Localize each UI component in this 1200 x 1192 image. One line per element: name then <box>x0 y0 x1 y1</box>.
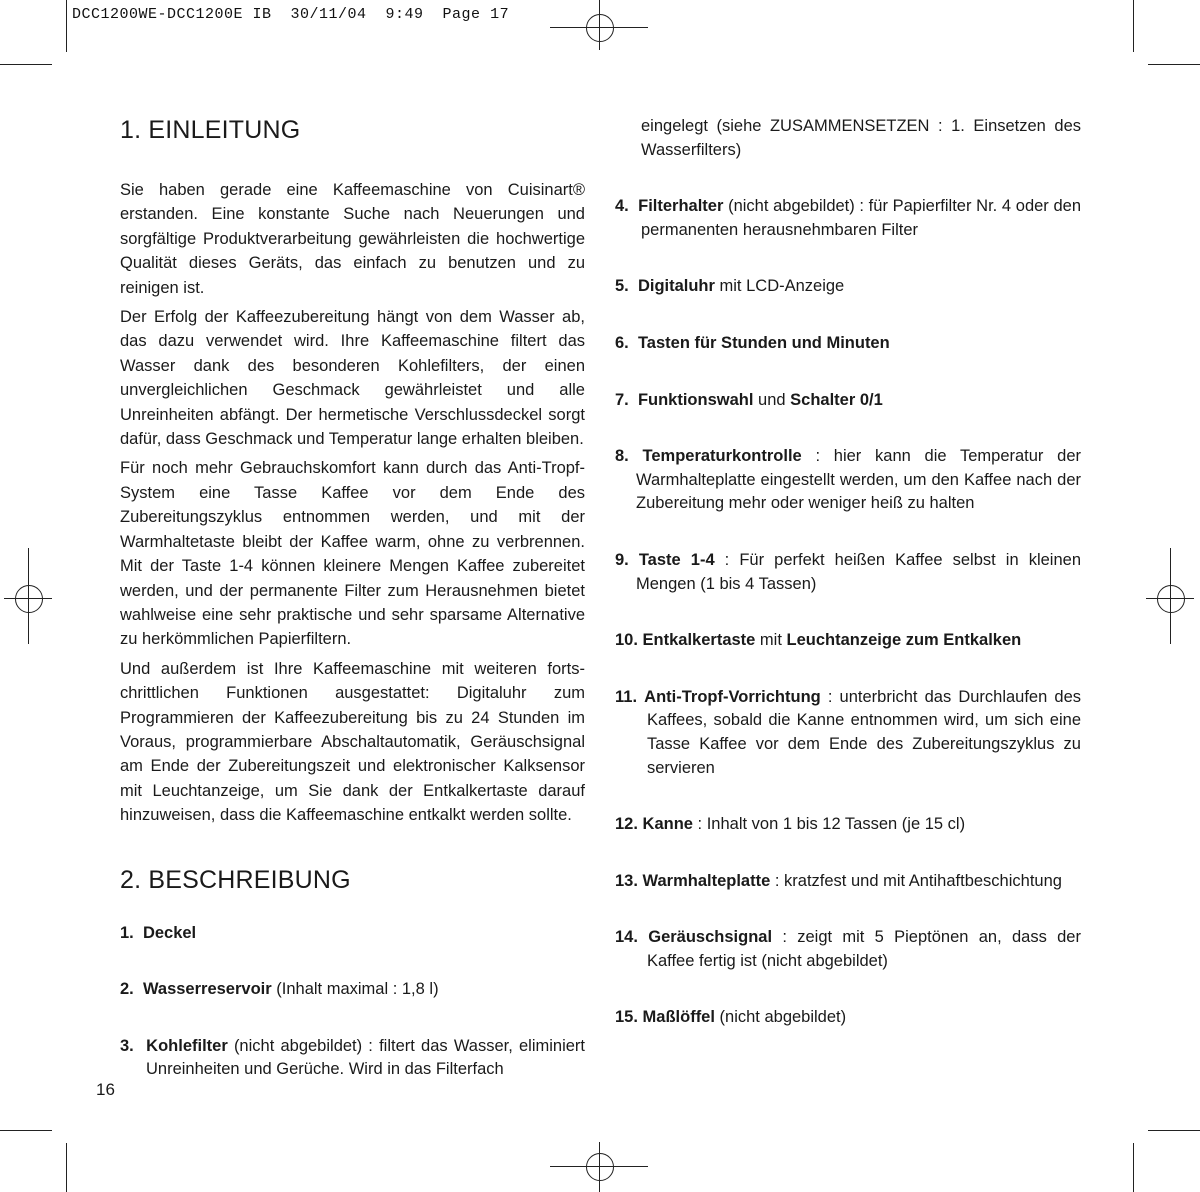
list-item: 1. Deckel <box>120 923 197 942</box>
intro-paragraph: Für noch mehr Gebrauchskomfort kann durch das Anti-Tropf-System eine Tasse Kaffee vor dem Ende des Zubereitungszyklus entnommen werden, und mit der Warmhaltetaste bleibt der Kaffee warm, ohne zu verbrennen. Mit der Taste 1-4 können kleinere Mengen Kaffee zubereitet werden, und der permanente Filter zum Herausnehmen bietet wahlweise eine sehr praktische und sehr sparsame Alternative zu herkömmlichen Papierfiltern. <box>120 459 585 649</box>
list-item: 14. Geräuschsignal : zeigt mit 5 Pieptönen an, dass der Kaffee fertig ist (nicht abgebildet) <box>615 928 1081 970</box>
list-item: 11. Anti-Tropf-Vorrichtung : unterbricht das Durchlaufen des Kaffees, sobald die Kanne entnommen wird, um sich eine Tasse Kaffee vor dem Ende des Zubereitungszyklus zu servieren <box>615 687 1082 777</box>
crop-mark <box>0 1130 52 1131</box>
list-item: 6. Tasten für Stunden und Minuten <box>615 333 890 352</box>
list-item: 8. Temperaturkontrolle : hier kann die Temperatur der Warmhalteplatte eingestellt werden, um den Kaffee nach der Zubereitung mehr oder weniger heiß zu halten <box>615 447 1081 513</box>
intro-paragraph: Der Erfolg der Kaffeezubereitung hängt von dem Wasser ab, das dazu verwendet wird. Ihre Kaffeemaschine filtert das Wasser dank des besonderen Kohlefilters, der einen unvergleichlichen Geschmack gewährleistet und alle Unreinheiten abfängt. Der hermetische Verschlussdeckel sorgt dafür, dass Geschmack und Temperatur lange erhalten bleiben. <box>120 308 585 449</box>
section-heading-einleitung: 1. EINLEITUNG <box>120 116 301 144</box>
list-item: 5. Digitaluhr mit LCD-Anzeige <box>615 277 845 296</box>
list-item: 3. Kohlefilter (nicht abgebildet) : filtert das Wasser, eliminiert Unreinheiten und Gerüche. Wird in das Filterfach <box>120 1036 586 1079</box>
list-item: 10. Entkalkertaste mit Leuchtanzeige zum Entkalken <box>615 631 1022 650</box>
list-item: 7. Funktionswahl und Schalter 0/1 <box>615 390 883 409</box>
list-item-continuation: eingelegt (siehe ZUSAMMENSETZEN : 1. Einsetzen des Wasserfilters) <box>641 117 1081 159</box>
intro-paragraph: Und außerdem ist Ihre Kaffeemaschine mit weiteren forts-chrittlichen Funktionen ausgestattet: Digitaluhr zum Programmieren der Kaffeezubereitung bis zu 24 Stunden im Voraus, programmierbare Abschaltautomatik, Geräuschsignal am Ende der Zubereitungszeit und elektronischer Kalksensor mit Leuchtanzeige, um Sie dank der Entkalkertaste darauf hinzuweisen, dass die Kaffeemaschine entkalkt werden sollte. <box>120 659 585 825</box>
right-column <box>615 112 1081 1030</box>
list-item: 15. Maßlöffel (nicht abgebildet) <box>615 1008 847 1027</box>
page-number: 16 <box>96 1080 115 1099</box>
crop-mark <box>1148 64 1200 65</box>
print-slug: DCC1200WE-DCC1200E IB 30/11/04 9:49 Page 17 <box>72 6 510 23</box>
list-item: 9. Taste 1-4 : Für perfekt heißen Kaffee selbst in kleinen Mengen (1 bis 4 Tassen) <box>615 550 1081 593</box>
left-column <box>120 112 585 1082</box>
crop-mark <box>1133 0 1134 52</box>
list-item: 4. Filterhalter (nicht abgebildet) : für Papierfilter Nr. 4 oder den permanenten herausnehmbaren Filter <box>615 197 1081 239</box>
crop-mark <box>1133 1143 1134 1192</box>
list-item: 2. Wasserreservoir (Inhalt maximal : 1,8 l) <box>120 980 439 999</box>
section-heading-beschreibung: 2. BESCHREIBUNG <box>120 865 351 894</box>
list-item: 12. Kanne : Inhalt von 1 bis 12 Tassen (je 15 cl) <box>615 815 966 834</box>
crop-mark <box>66 1143 67 1192</box>
crop-mark <box>66 0 67 52</box>
crop-mark <box>0 64 52 65</box>
list-item: 13. Warmhalteplatte : kratzfest und mit Antihaftbeschichtung <box>615 871 1062 890</box>
crop-mark <box>1148 1130 1200 1131</box>
intro-paragraph: Sie haben gerade eine Kaffeemaschine von Cuisinart® erstanden. Eine konstante Suche nach Neuerungen und sorgfältige Produktverarbeitung gewährleisten die hochwertige Qualität dieses Geräts, das einfach zu benutzen und zu reinigen ist. <box>120 181 585 297</box>
